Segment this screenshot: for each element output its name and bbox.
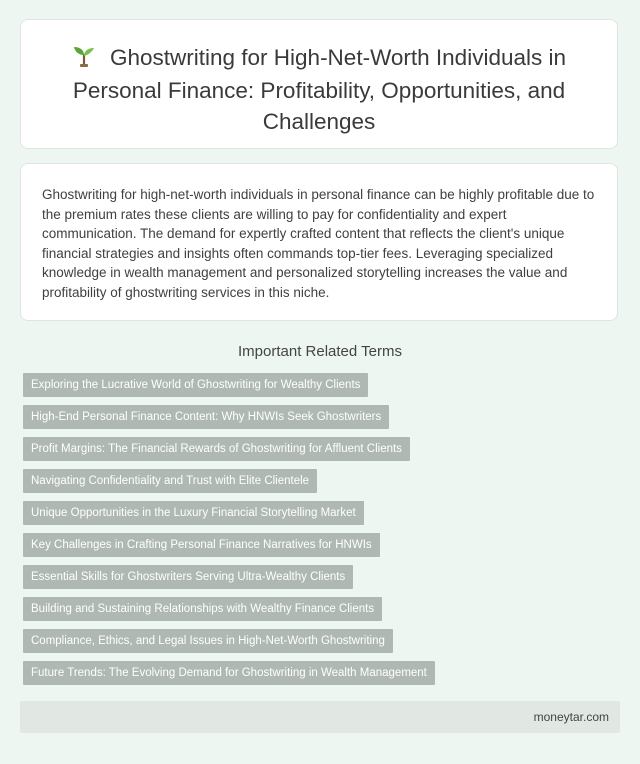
summary-text: Ghostwriting for high-net-worth individuals in personal finance can be highly profitable due to the premium rates these clients are willing to pay for confidentiality and expert communication. The demand for expertly crafted content that reflects the client's unique financial strategies and insights often commands top-tier fees. Leveraging specialized knowledge in wealth management and personalized storytelling increases the value and profitability of ghostwriting services in this niche. [42,187,595,300]
footer-site-link[interactable]: moneytar.com [533,710,609,724]
page-title [21,20,617,137]
list-item [23,661,623,693]
related-term-tag[interactable]: Unique Opportunities in the Luxury Financial Storytelling Market [23,501,364,525]
footer-bar [20,701,620,733]
seedling-icon [72,44,96,75]
list-item [23,565,623,597]
page-title-text: Ghostwriting for High-Net-Worth Individuals in Personal Finance: Profitability, Opportunities, and Challenges [72,45,566,134]
related-term-tag[interactable]: Essential Skills for Ghostwriters Serving Ultra-Wealthy Clients [23,565,353,589]
list-item [23,405,623,437]
related-term-tag[interactable]: Future Trends: The Evolving Demand for Ghostwriting in Wealth Management [23,661,435,685]
related-term-tag[interactable]: High-End Personal Finance Content: Why HNWIs Seek Ghostwriters [23,405,389,429]
list-item [23,629,623,661]
list-item [23,437,623,469]
list-item [23,597,623,629]
related-term-tag[interactable]: Compliance, Ethics, and Legal Issues in High-Net-Worth Ghostwriting [23,629,393,653]
related-term-tag[interactable]: Navigating Confidentiality and Trust with Elite Clientele [23,469,317,493]
related-terms-list [23,373,623,693]
list-item [23,373,623,405]
title-card [20,19,618,149]
list-item [23,501,623,533]
related-term-tag[interactable]: Exploring the Lucrative World of Ghostwriting for Wealthy Clients [23,373,368,397]
list-item [23,533,623,565]
related-terms-heading: Important Related Terms [238,343,402,360]
related-term-tag[interactable]: Key Challenges in Crafting Personal Finance Narratives for HNWIs [23,533,380,557]
summary-card [20,163,618,321]
related-term-tag[interactable]: Building and Sustaining Relationships with Wealthy Finance Clients [23,597,382,621]
related-term-tag[interactable]: Profit Margins: The Financial Rewards of Ghostwriting for Affluent Clients [23,437,410,461]
list-item [23,469,623,501]
